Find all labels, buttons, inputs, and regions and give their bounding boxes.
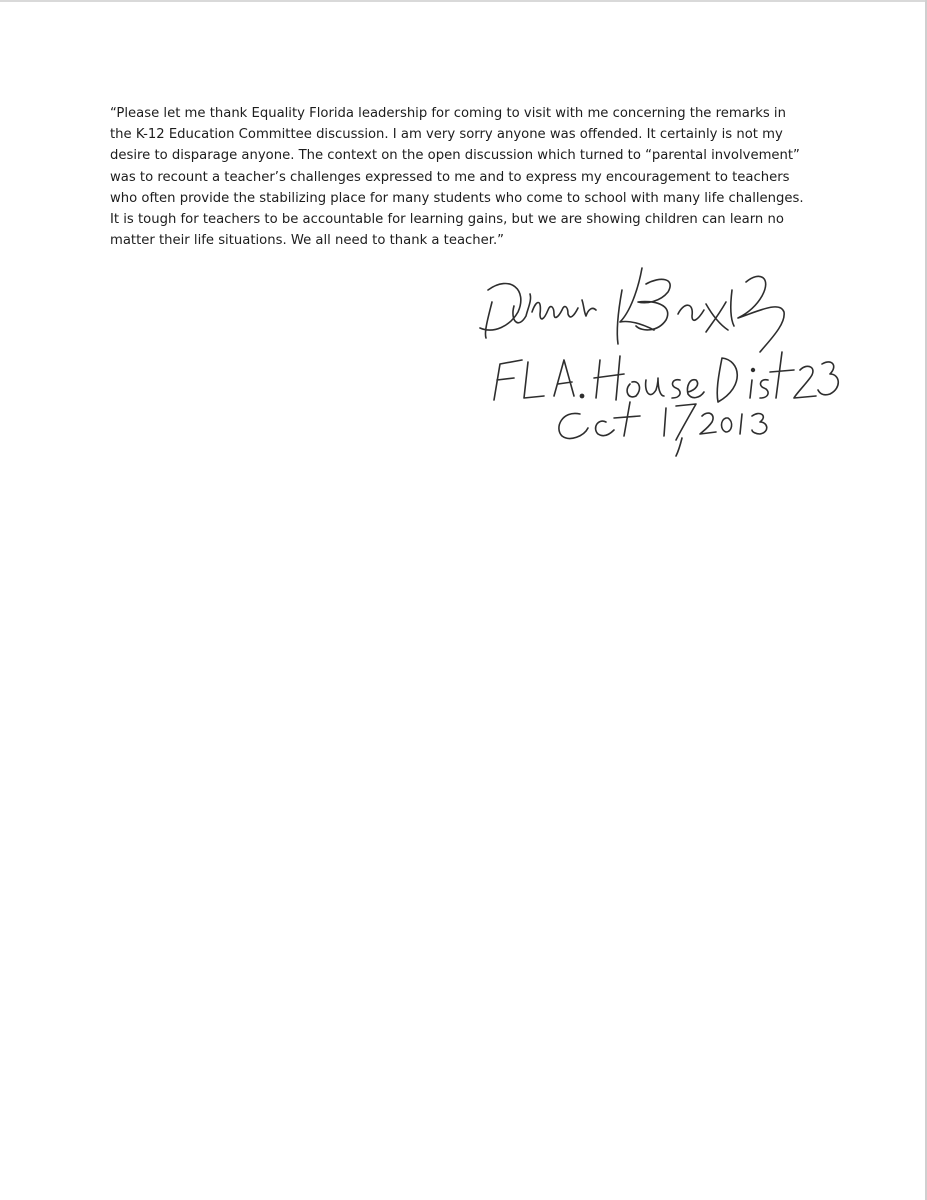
statement-paragraph xyxy=(110,103,830,251)
statement-line: was to recount a teacher’s challenges expressed to me and to express my encouragement to teachers xyxy=(110,169,790,185)
statement-line: It is tough for teachers to be accountable for learning gains, but we are showing children can learn no xyxy=(110,212,784,228)
statement-line: matter their life situations. We all need to thank a teacher.” xyxy=(110,233,504,249)
scan-edge-top xyxy=(0,0,927,2)
statement-line: “Please let me thank Equality Florida leadership for coming to visit with me concerning the remarks in xyxy=(110,106,786,121)
signature-date-strokes xyxy=(559,402,767,456)
statement-line: desire to disparage anyone. The context on the open discussion which turned to “parental involvement” xyxy=(110,148,800,164)
statement-line: who often provide the stabilizing place for many students who come to school with many life challenges. xyxy=(110,190,804,206)
handwritten-signature xyxy=(470,260,850,460)
signature-name-strokes xyxy=(480,268,784,352)
signature-drawing xyxy=(470,260,850,460)
statement-line: the K-12 Education Committee discussion. I am very sorry anyone was offended. It certainly is not my xyxy=(110,127,783,143)
signature-district-strokes xyxy=(494,352,838,402)
